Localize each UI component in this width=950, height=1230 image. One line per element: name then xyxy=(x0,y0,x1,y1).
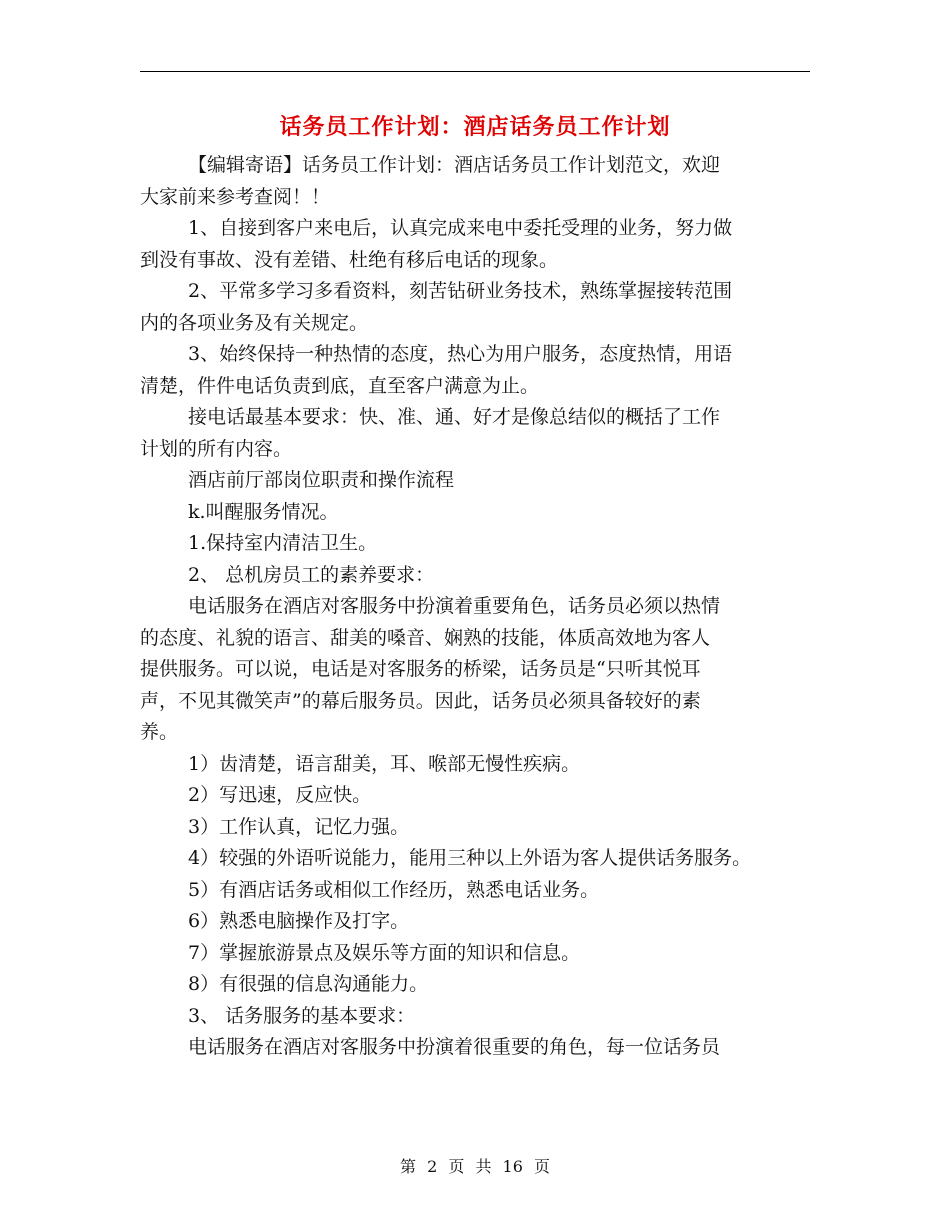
text-line: 4）较强的外语听说能力，能用三种以上外语为客人提供话务服务。 xyxy=(188,847,752,869)
header-rule xyxy=(140,71,810,72)
text-line: 6）熟悉电脑操作及打字。 xyxy=(188,910,410,932)
text-line: 2、平常多学习多看资料，刻苦钻研业务技术，熟练掌握接转范围 xyxy=(188,280,733,302)
document-title: 话务员工作计划：酒店话务员工作计划 xyxy=(279,114,671,140)
text-line: 酒店前厅部岗位职责和操作流程 xyxy=(188,469,455,491)
text-line: 接电话最基本要求：快、准、通、好才是像总结似的概括了工作 xyxy=(188,406,721,428)
text-line: 3、 话务服务的基本要求： xyxy=(188,1004,416,1027)
text-line: 的态度、礼貌的语言、甜美的嗓音、娴熟的技能，体质高效地为客人 xyxy=(140,626,711,649)
text-line: 电话服务在酒店对客服务中扮演着重要角色，话务员必须以热情 xyxy=(188,595,721,617)
text-line: 到没有事故、没有差错、杜绝有移后电话的现象。 xyxy=(140,248,559,271)
text-line: 计划的所有内容。 xyxy=(140,437,293,460)
text-line: 声，不见其微笑声”的幕后服务员。因此，话务员必须具备较好的素 xyxy=(140,689,701,712)
text-line: 5）有酒店话务或相似工作经历，熟悉电话业务。 xyxy=(188,878,600,901)
text-line: 养。 xyxy=(140,721,179,743)
text-line: 7）掌握旅游景点及娱乐等方面的知识和信息。 xyxy=(188,941,581,964)
text-line: 提供服务。可以说，电话是对客服务的桥梁，话务员是“只听其悦耳 xyxy=(140,658,701,680)
page-footer: 第 2 页 共 16 页 xyxy=(400,1157,550,1176)
text-line: 清楚，件件电话负责到底，直至客户满意为止。 xyxy=(140,374,540,397)
text-line: 【编辑寄语】话务员工作计划：酒店话务员工作计划范文，欢迎 xyxy=(188,154,721,176)
document-body xyxy=(140,150,820,1064)
text-line: 2）写迅速，反应快。 xyxy=(188,784,372,806)
text-line: 1、自接到客户来电后，认真完成来电中委托受理的业务，努力做 xyxy=(188,217,733,239)
text-line: 2、 总机房员工的素养要求： xyxy=(188,563,435,586)
text-line: 8）有很强的信息沟通能力。 xyxy=(188,973,429,995)
text-line: 电话服务在酒店对客服务中扮演着很重要的角色，每一位话务员 xyxy=(188,1036,721,1058)
text-line: 大家前来参考查阅！！ xyxy=(140,185,331,208)
text-line: 3、始终保持一种热情的态度，热心为用户服务，态度热情，用语 xyxy=(188,343,733,365)
text-line: 3）工作认真，记忆力强。 xyxy=(188,815,410,838)
text-line: 内的各项业务及有关规定。 xyxy=(140,311,369,334)
text-line: 1.保持室内清洁卫生。 xyxy=(188,532,378,554)
text-line: k.叫醒服务情况。 xyxy=(188,500,339,523)
text-line: 1）齿清楚，语言甜美，耳、喉部无慢性疾病。 xyxy=(188,752,581,775)
